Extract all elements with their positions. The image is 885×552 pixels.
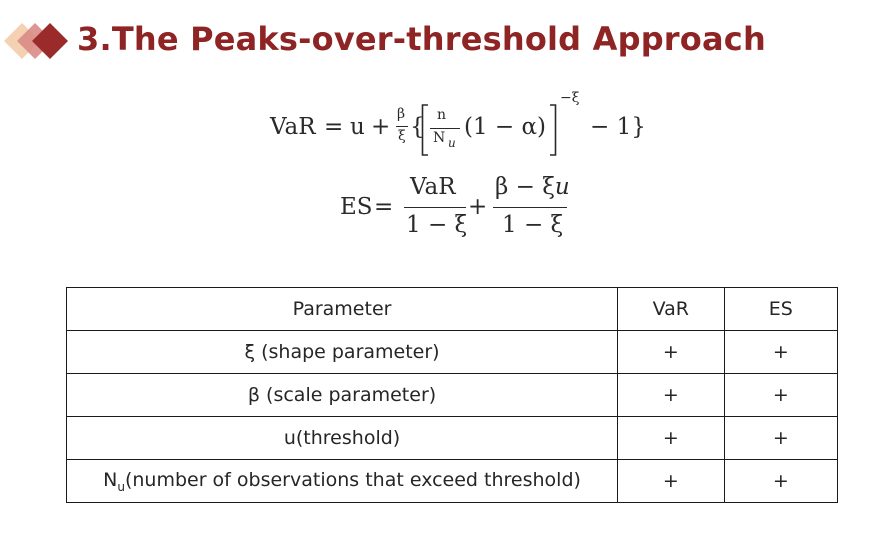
var-formula	[270, 90, 650, 160]
var-cell: +	[618, 460, 725, 503]
es-num2-u: u	[554, 174, 570, 200]
es-equals: =	[374, 194, 394, 220]
es-cell: +	[724, 460, 837, 503]
es-num2	[495, 174, 570, 200]
var-minus-one: − 1}	[590, 114, 646, 140]
es-den1: 1 − ξ	[406, 212, 468, 238]
var-beta-fraction-line	[396, 126, 408, 127]
var-n: n	[437, 107, 447, 123]
var-n-fraction-line	[430, 128, 460, 129]
title-diamonds-icon	[2, 18, 70, 64]
param-cell: u(threshold)	[67, 417, 618, 460]
var-right-bracket	[549, 104, 557, 156]
param-main: N	[103, 468, 118, 491]
param-cell: ξ (shape parameter)	[67, 331, 618, 374]
var-cell: +	[618, 417, 725, 460]
es-formula	[340, 172, 580, 242]
var-left-bracket	[421, 104, 429, 156]
es-fraction1-line	[404, 207, 466, 208]
es-cell: +	[724, 417, 837, 460]
var-one-minus-alpha: (1 − α)	[464, 114, 547, 140]
es-cell: +	[724, 374, 837, 417]
es-plus: +	[468, 194, 488, 220]
slide-title: 3.The Peaks-over-threshold Approach	[77, 20, 766, 58]
header-es: ES	[724, 288, 837, 331]
param-rest: (number of observations that exceed threshold)	[124, 468, 581, 491]
param-cell: β (scale parameter)	[67, 374, 618, 417]
param-cell	[67, 460, 618, 503]
var-equals: =	[324, 114, 344, 140]
var-left-brace: {	[410, 114, 425, 140]
table-row	[67, 417, 838, 460]
es-num2-a: β − ξ	[495, 174, 555, 200]
es-num1: VaR	[410, 174, 456, 200]
header-parameter: Parameter	[67, 288, 618, 331]
table-row	[67, 374, 838, 417]
var-threshold-u: u	[350, 114, 365, 140]
var-N: N	[433, 130, 446, 146]
es-fraction2-line	[493, 207, 567, 208]
var-plus: +	[371, 114, 391, 140]
es-den2: 1 − ξ	[502, 212, 564, 238]
var-cell: +	[618, 374, 725, 417]
var-N-subscript: u	[448, 136, 456, 150]
var-cell: +	[618, 331, 725, 374]
var-lhs: VaR	[270, 114, 316, 140]
table-header-row	[67, 288, 838, 331]
es-cell: +	[724, 331, 837, 374]
table-row	[67, 460, 838, 503]
es-lhs: ES	[340, 194, 373, 220]
parameter-table	[66, 287, 838, 503]
param-subscript: u	[117, 479, 125, 494]
var-beta: β	[397, 106, 406, 122]
header-var: VaR	[618, 288, 725, 331]
table-row	[67, 331, 838, 374]
var-xi: ξ	[398, 128, 406, 144]
var-exponent: −ξ	[560, 90, 580, 106]
